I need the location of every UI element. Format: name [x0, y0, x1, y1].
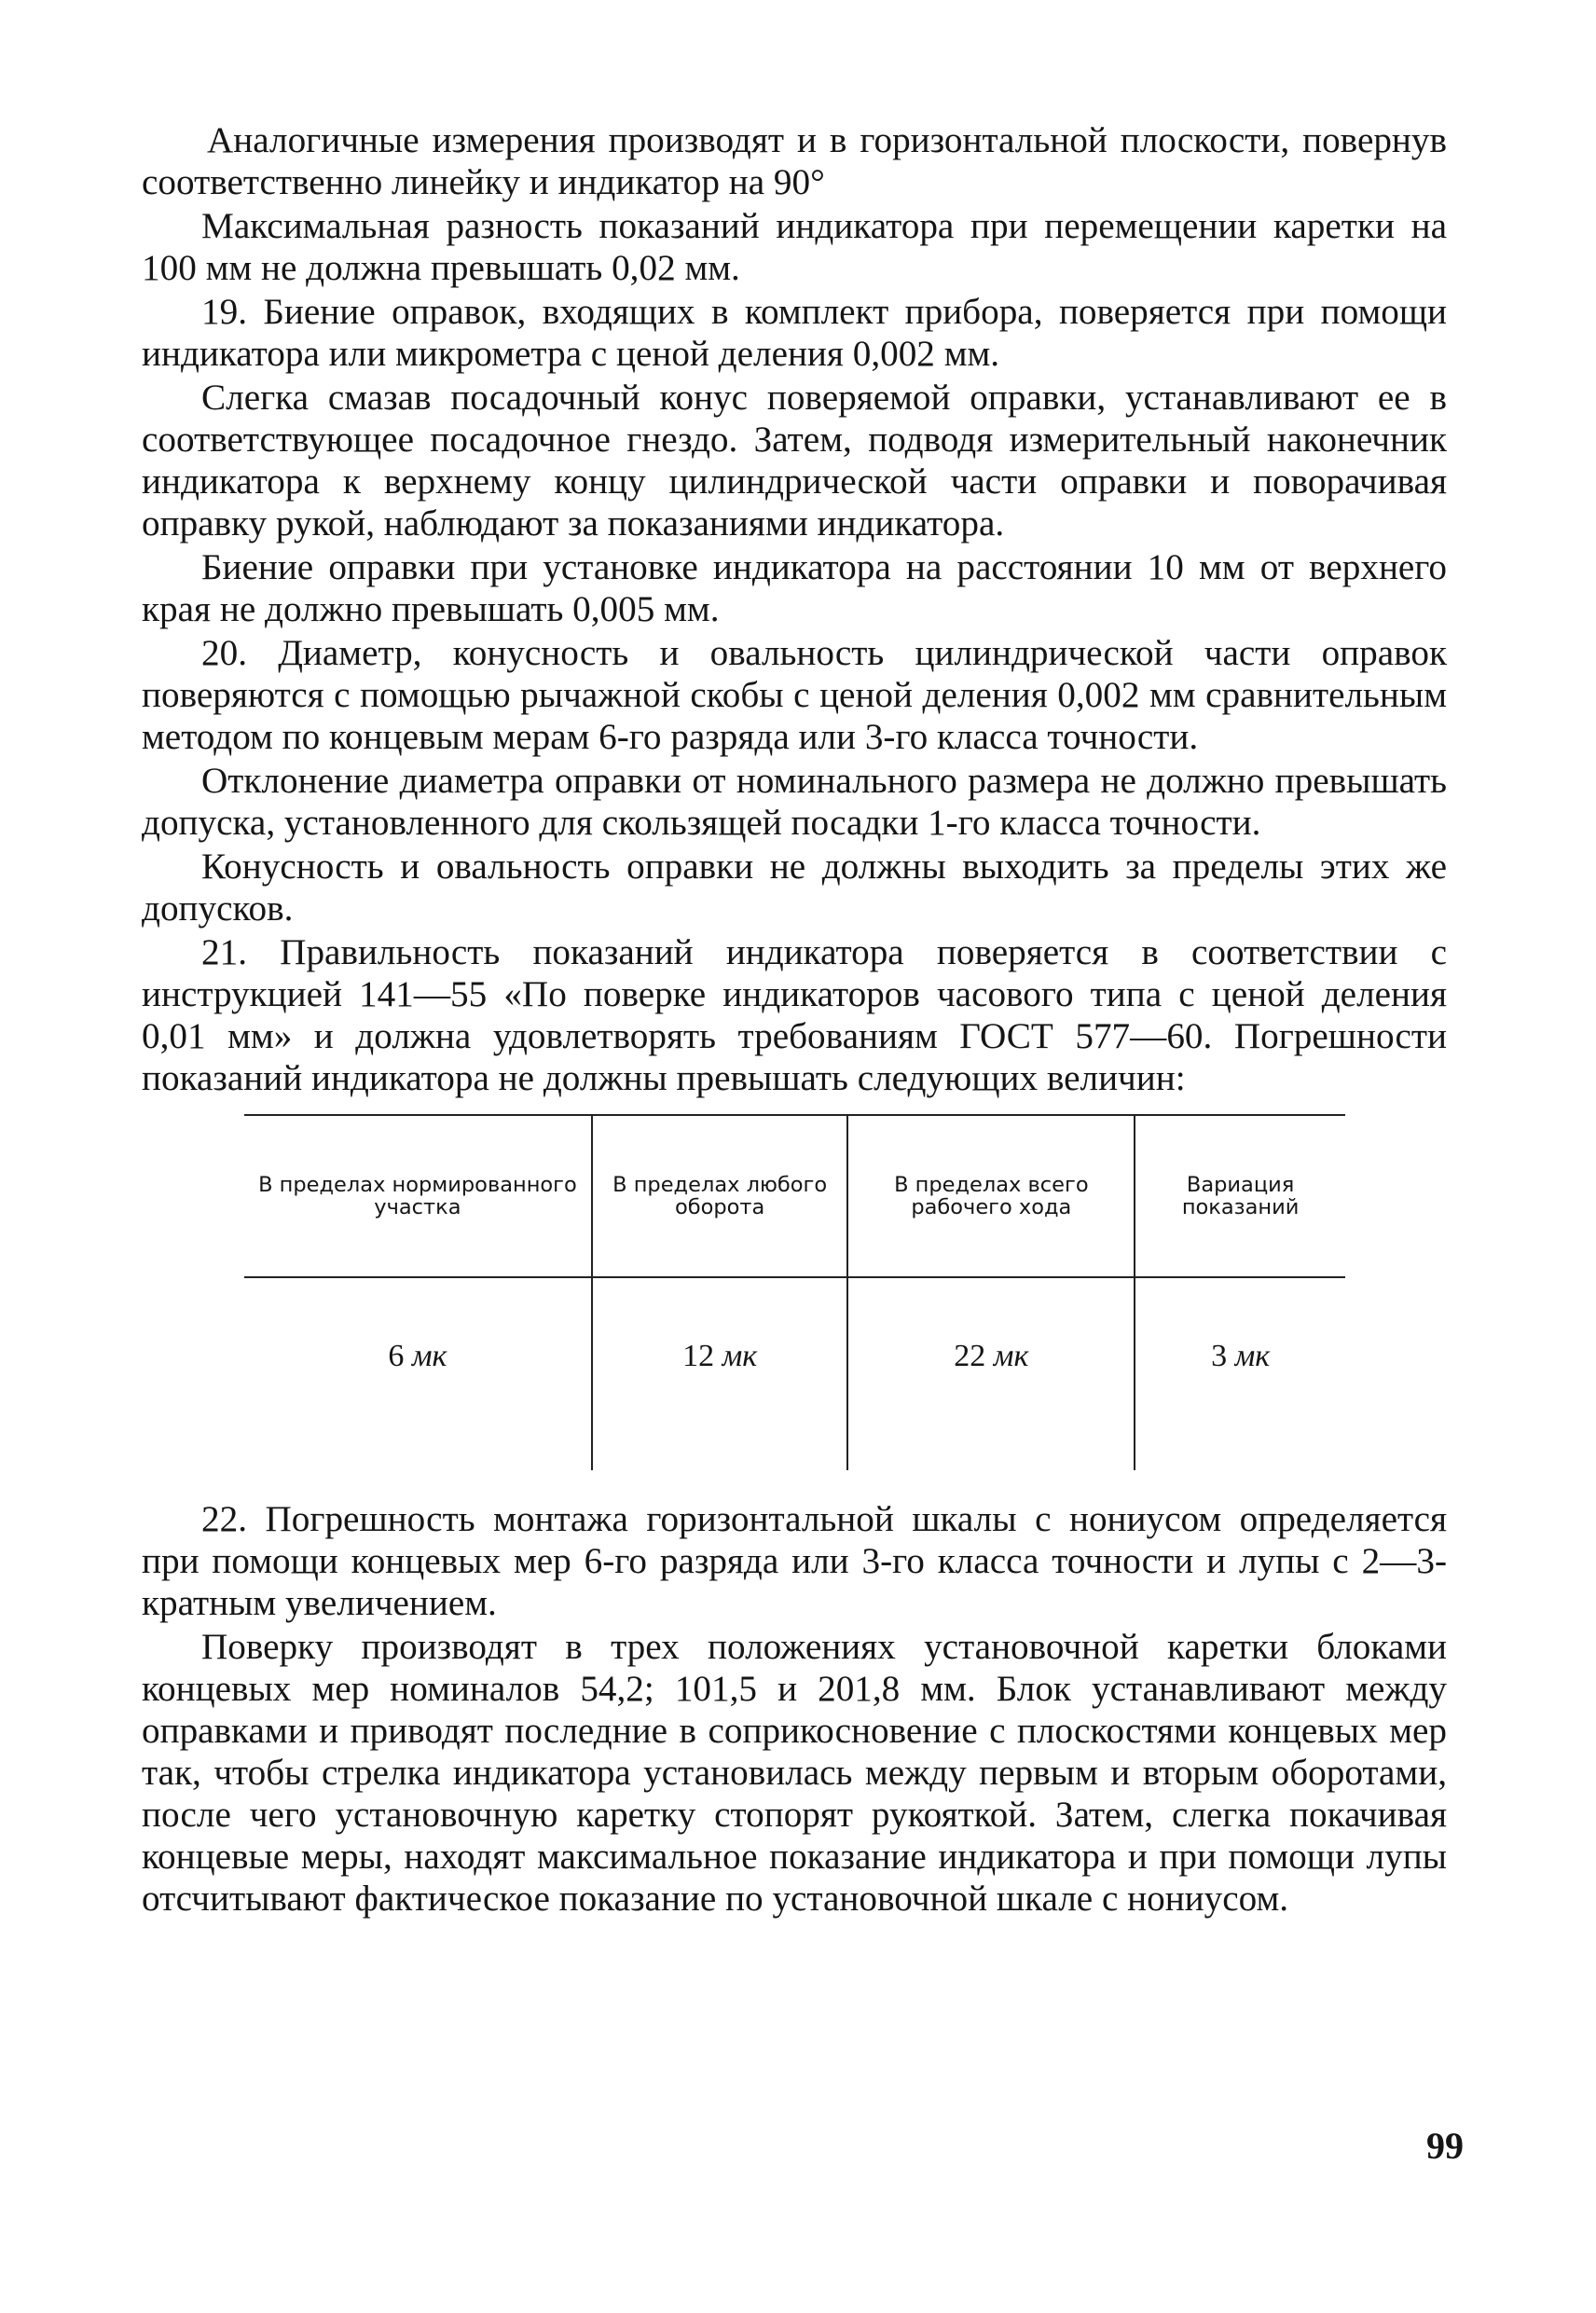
value-unit: мк — [411, 1338, 447, 1373]
value-unit: мк — [722, 1338, 758, 1373]
value-number: 6 — [388, 1338, 405, 1373]
value-full-travel — [847, 1277, 1135, 1470]
paragraph-max-difference: Максимальная разность показаний индикатора при перемещении каретки на 100 мм не должна превышать 0,02 мм. — [142, 206, 1447, 288]
value-variation — [1135, 1277, 1345, 1470]
paragraph-verification-procedure: Поверку производят в трех положениях установочной каретки блоками концевых мер номиналов 54,2; 101,5 и 201,8 мм. Блок устанавливают между оправками и приводят последние в соприкосновение с плоскостями концевых мер так, чтобы стрелка индикатора установилась между первым и вторым оборотами, после чего установочную каретку стопорят рукояткой. Затем, слегка покачивая концевые меры, находят максимальное показание индикатора и при помощи лупы отсчитывают фактическое показание по установочной шкале с нониусом. — [142, 1627, 1447, 1919]
value-normalized-section — [244, 1277, 592, 1470]
header-normalized-section: В пределах нормированного участка — [244, 1115, 592, 1277]
paragraph-diameter-deviation: Отклонение диаметра оправки от номинального размера не должно превышать допуска, установленного для скользящей посадки 1-го класса точности. — [142, 761, 1447, 843]
header-full-travel: В пределах всего рабочего хода — [847, 1115, 1135, 1277]
header-any-revolution: В пределах любого оборота — [592, 1115, 848, 1277]
paragraph-mounting-procedure: Слегка смазав посадочный конус поверяемой оправки, устанавливают ее в соответствующее посадочное гнездо. Затем, подводя измерительный наконечник индикатора к верхнему концу цилиндрической части оправки и поворачивая оправку рукой, наблюдают за показаниями индикатора. — [142, 378, 1447, 544]
table-header-row — [244, 1115, 1345, 1277]
paragraph-taper-ovality: Конусность и овальность оправки не должны выходить за пределы этих же допусков. — [142, 847, 1447, 929]
page-number: 99 — [1426, 2125, 1464, 2167]
value-unit: мк — [1234, 1338, 1271, 1373]
value-number: 3 — [1211, 1338, 1228, 1373]
paragraph-horizontal-measure: Аналогичные измерения производят и в горизонтальной плоскости, повернув соответственно линейку и индикатор на 90° — [142, 120, 1447, 202]
value-any-revolution — [592, 1277, 848, 1470]
error-table — [244, 1114, 1345, 1470]
paragraph-item-20: 20. Диаметр, конусность и овальность цилиндрической части оправок поверяются с помощью рычажной скобы с ценой деления 0,002 мм сравнительным методом по концевым мерам 6-го разряда или 3-го класса точности. — [142, 633, 1447, 757]
paragraph-runout-limit: Биение оправки при установке индикатора на расстоянии 10 мм от верхнего края не должно превышать 0,005 мм. — [142, 547, 1447, 629]
value-unit: мк — [993, 1338, 1029, 1373]
paragraph-item-22: 22. Погрешность монтажа горизонтальной шкалы с нониусом определяется при помощи концевых мер 6-го разряда или 3-го класса точности и лупы с 2—3-кратным увеличением. — [142, 1499, 1447, 1623]
table-row — [244, 1277, 1345, 1470]
paragraph-item-21: 21. Правильность показаний индикатора поверяется в соответствии с инструкцией 141—55 «По поверке индикаторов часового типа с ценой деления 0,01 мм» и должна удовлетворять требованиям ГОСТ 577—60. Погрешности показаний индикатора не должны превышать следующих величин: — [142, 932, 1447, 1098]
error-table-wrapper — [142, 1114, 1447, 1470]
page-text — [142, 119, 1447, 1921]
value-number: 22 — [954, 1338, 986, 1373]
paragraph-item-19: 19. Биение оправок, входящих в комплект прибора, поверяется при помощи индикатора или микрометра с ценой деления 0,002 мм. — [142, 292, 1447, 374]
value-number: 12 — [682, 1338, 715, 1373]
header-variation: Вариация показаний — [1135, 1115, 1345, 1277]
